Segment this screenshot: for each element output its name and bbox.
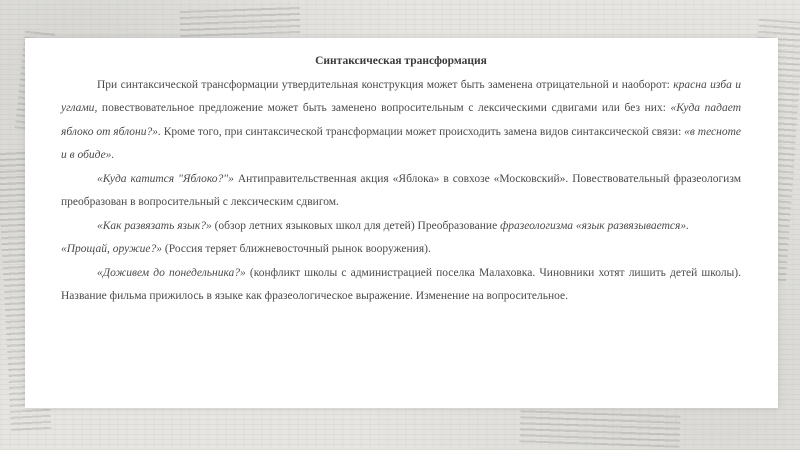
paragraph-language-example [61,215,741,239]
slide-content [61,50,741,309]
italic-example: «Прощай, оружие?» [61,243,162,255]
text-segment: Антиправительственная акция «Яблока» в совхозе «Московский». Повествовательный фразеологизм преобразован в вопросительный с лексическим сдвигом. [61,172,741,208]
background-newspaper-column [519,407,680,448]
italic-example: «Куда падает яблоко от яблони?». [61,102,741,138]
slide-card [25,38,778,408]
paragraph-syntactic-transformation [61,74,741,168]
text-segment: Кроме того, при синтаксической трансформации может происходить замена видов синтаксической связи: [160,125,685,138]
italic-example: «Как развязать язык?» [97,219,212,232]
italic-example: «в тесноте и в обиде». [61,125,742,161]
background-newspaper-column [180,3,301,37]
slide-title: Синтаксическая трансформация [315,55,487,67]
paragraph-yabloko-example [61,168,741,215]
text-segment: При синтаксической трансформации утвердительная конструкция может быть заменена отрицательной и наоборот: [97,78,674,91]
italic-example: фразеологизма «язык развязывается». [500,219,690,232]
paragraph-monday-example [61,262,741,309]
text-segment: , повествовательное предложение может быть заменено вопросительным с лексическими сдвигами или без них: [94,102,671,114]
text-segment: (обзор летних языковых школ для детей) Преобразование [211,219,501,232]
paragraph-weapons-example [61,238,741,262]
text-segment: (Россия теряет ближневосточный рынок вооружения). [162,243,431,255]
italic-example: «Куда катится "Яблоко?"» [97,172,234,185]
italic-example: «Доживем до понедельника?» [97,266,246,279]
text-segment: (конфликт школы с администрацией поселка Малаховка. Чиновники хотят лишить детей школы). Название фильма прижилось в языке как фразеологическое выражение. Изменение на вопросительное. [61,266,741,302]
italic-example: красна изба и углами [61,78,741,114]
